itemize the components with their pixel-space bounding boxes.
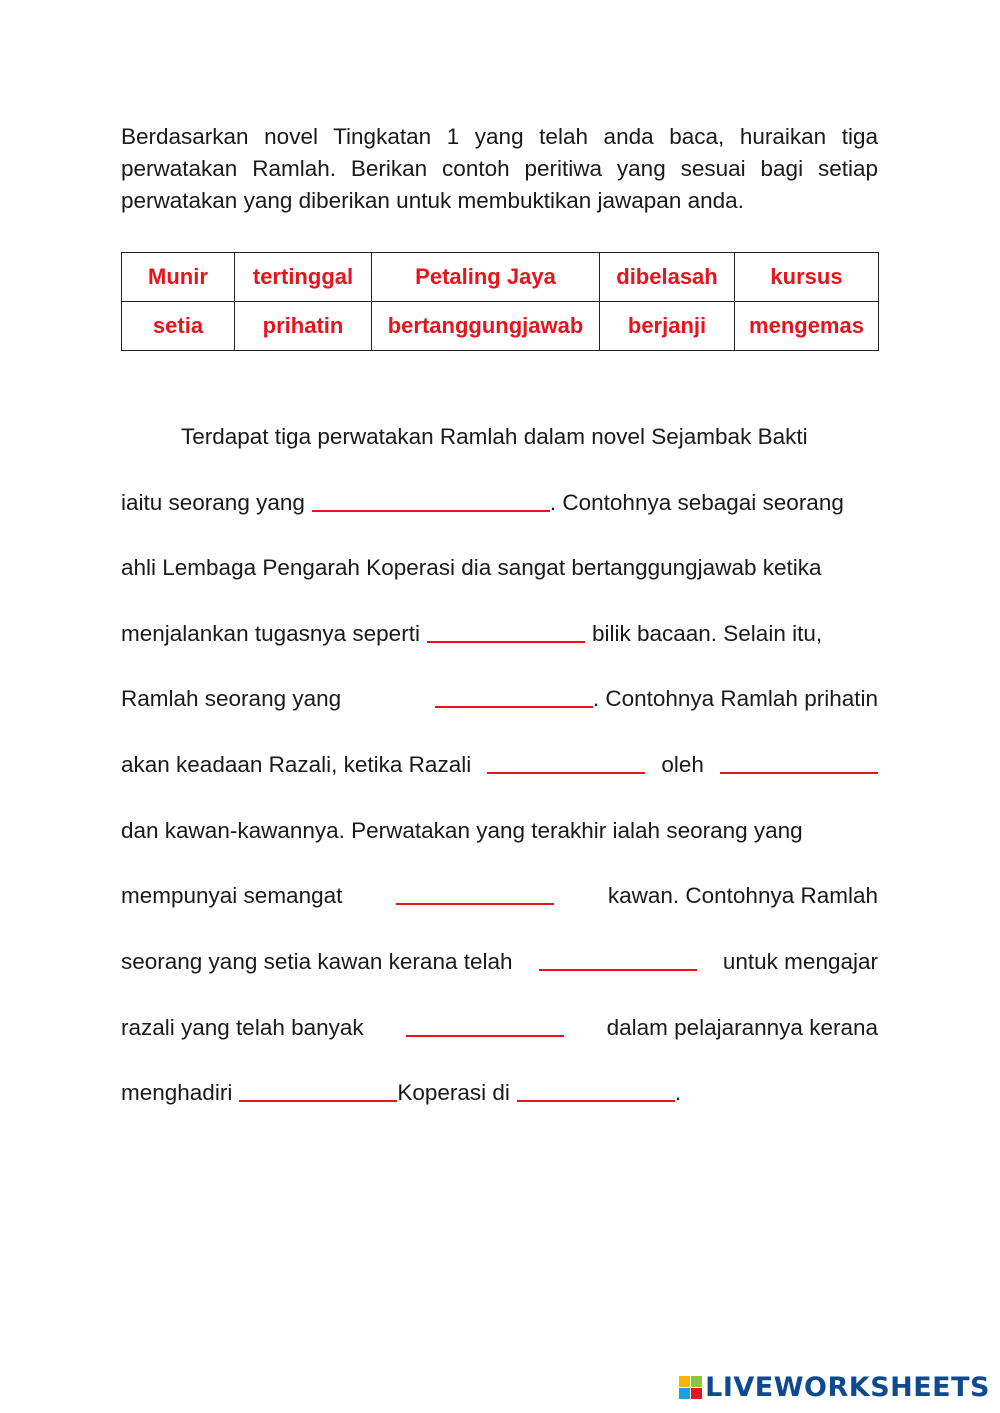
answer-blank-10[interactable] [517, 1076, 675, 1102]
word-bank-cell[interactable]: Munir [122, 253, 235, 302]
passage-line [121, 1008, 878, 1048]
passage-text: dalam pelajarannya kerana [606, 1015, 878, 1040]
passage-text: mempunyai semangat [121, 883, 343, 908]
answer-blank-9[interactable] [239, 1076, 397, 1102]
passage-text: Terdapat tiga perwatakan Ramlah dalam novel Sejambak Bakti [181, 424, 808, 449]
passage-text: kawan. Contohnya Ramlah [607, 883, 878, 908]
passage-text: Koperasi di [397, 1080, 510, 1105]
logo-text: LIVEWORKSHEETS [705, 1372, 990, 1403]
passage-text: razali yang telah banyak [121, 1015, 364, 1040]
word-bank-cell[interactable]: setia [122, 302, 235, 351]
passage-line [121, 876, 878, 916]
passage-line [121, 1073, 878, 1113]
answer-blank-3[interactable] [435, 682, 593, 708]
passage-text: menjalankan tugasnya seperti [121, 621, 420, 646]
passage-text: . [674, 1080, 682, 1105]
passage-text: Ramlah seorang yang [121, 686, 342, 711]
word-bank-cell[interactable]: berjanji [600, 302, 735, 351]
passage-line [121, 942, 878, 982]
passage-text: seorang yang setia kawan kerana telah [121, 949, 513, 974]
answer-blank-2[interactable] [427, 617, 585, 643]
passage-text: iaitu seorang yang [121, 490, 305, 515]
word-bank-cell[interactable]: prihatin [235, 302, 372, 351]
passage-line [121, 417, 878, 457]
passage-text: bilik bacaan. Selain itu, [591, 621, 823, 646]
passage-line [121, 614, 878, 654]
answer-blank-6[interactable] [396, 879, 554, 905]
word-bank-row [122, 253, 879, 302]
word-bank-table [121, 252, 879, 351]
answer-blank-8[interactable] [406, 1011, 564, 1037]
word-bank-cell[interactable]: dibelasah [600, 253, 735, 302]
answer-blank-4[interactable] [487, 748, 645, 774]
word-bank-cell[interactable]: mengemas [735, 302, 879, 351]
passage-line [121, 548, 878, 588]
word-bank-row [122, 302, 879, 351]
answer-blank-5[interactable] [720, 748, 878, 774]
word-bank-cell[interactable]: tertinggal [235, 253, 372, 302]
logo-blocks-icon [679, 1376, 702, 1399]
instructions-text: Berdasarkan novel Tingkatan 1 yang telah anda baca, huraikan tiga perwatakan Ramlah. Berikan contoh peritiwa yang sesuai bagi setiap perwatakan yang diberikan untuk membuktikan jawapan anda. [121, 124, 878, 213]
passage-line [121, 811, 878, 851]
passage-line [121, 745, 878, 785]
passage-text: akan keadaan Razali, ketika Razali [121, 752, 472, 777]
passage-line [121, 679, 878, 719]
passage-text: oleh [661, 752, 704, 777]
word-bank-cell[interactable]: kursus [735, 253, 879, 302]
answer-blank-1[interactable] [312, 486, 550, 512]
word-bank-cell[interactable]: Petaling Jaya [372, 253, 600, 302]
passage-text: ahli Lembaga Pengarah Koperasi dia sangat bertanggungjawab ketika [121, 555, 822, 580]
passage-text: untuk mengajar [722, 949, 878, 974]
word-bank-cell[interactable]: bertanggungjawab [372, 302, 600, 351]
passage-text: . Contohnya Ramlah prihatin [592, 686, 878, 711]
passage-text: . Contohnya sebagai seorang [549, 490, 844, 515]
passage-line [121, 483, 878, 523]
passage-text: menghadiri [121, 1080, 233, 1105]
answer-blank-7[interactable] [539, 945, 697, 971]
liveworksheets-logo [679, 1372, 990, 1403]
passage-text: dan kawan-kawannya. Perwatakan yang terakhir ialah seorang yang [121, 818, 803, 843]
